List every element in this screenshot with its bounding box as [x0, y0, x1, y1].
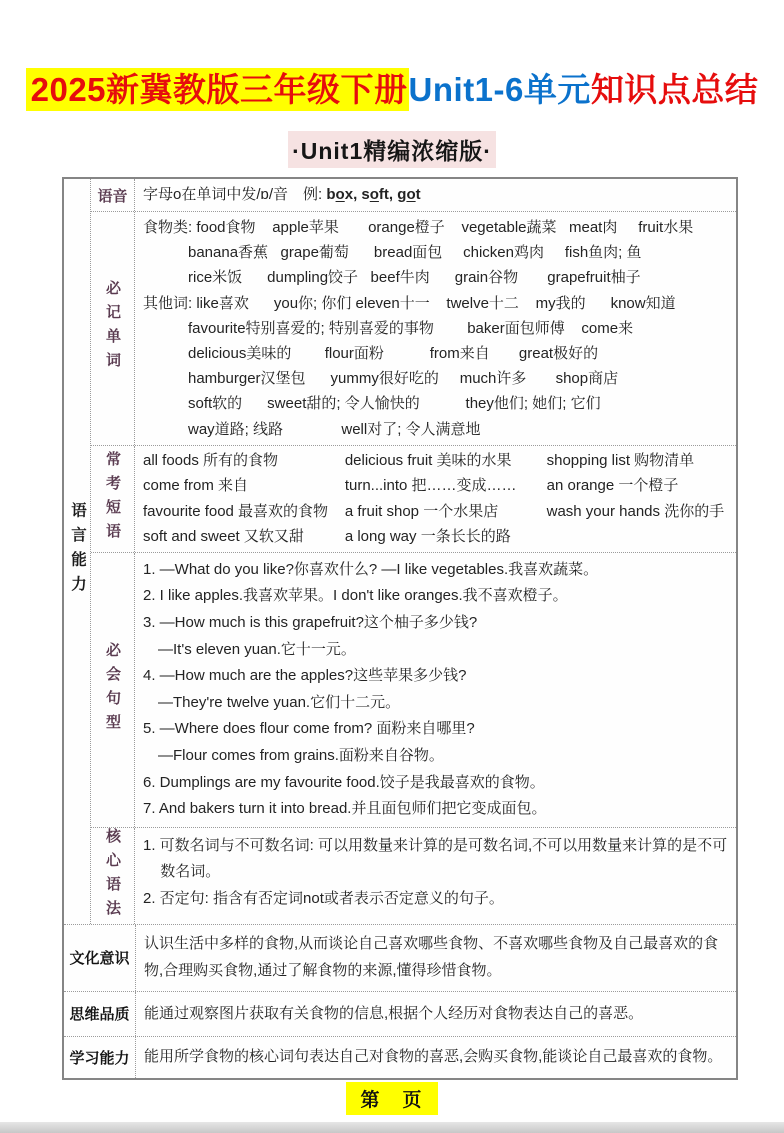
sentence-item: —They're twelve yuan.它们十二元。 [143, 693, 401, 711]
phrase-item: favourite food 最喜欢的食物 [143, 502, 329, 520]
sentence-item: 5. —Where does flour come from? 面粉来自哪里? [143, 720, 475, 738]
row-thinking-quality [64, 992, 736, 1037]
sentence-item: 1. —What do you like?你喜欢什么? —I like vegetables.我喜欢蔬菜。 [143, 560, 599, 578]
word-line: rice米饭 dumpling饺子 beef牛肉 grain谷物 grapefruit柚子 [143, 269, 641, 287]
word-line: hamburger汉堡包 yummy很好吃的 much许多 shop商店 [143, 370, 619, 388]
row-phonetics [91, 179, 736, 212]
phonetics-content [135, 179, 736, 211]
label-phonetics [91, 179, 135, 211]
sentence-item: —It's eleven yuan.它十一元。 [143, 640, 356, 658]
phrase-item: all foods 所有的食物 [143, 451, 279, 469]
row-must-remember-words [91, 212, 736, 446]
word-line: favourite特别喜爱的; 特别喜爱的事物 baker面包师傅 come来 [143, 319, 634, 337]
sentence-item: 3. —How much is this grapefruit?这个柚子多少钱? [143, 614, 478, 632]
phrase-item: a long way 一条长长的路 [344, 528, 511, 546]
phrase-item: a fruit shop 一个水果店 [344, 502, 499, 520]
phonetics-examples [326, 186, 420, 203]
label-key-sentences [91, 553, 135, 827]
label-phonetics-text: 语音 [97, 187, 128, 205]
phonetics-rule: 字母o在单词中发/ɒ/音 [143, 186, 289, 203]
sentence-item: —Flour comes from grains.面粉来自谷物。 [143, 746, 444, 764]
label-must-remember-words [91, 212, 135, 445]
row-cultural-awareness [64, 925, 736, 992]
label-sentences-text: 必会句型 [104, 641, 121, 738]
title-unit-range: Unit1-6单元 [408, 71, 591, 108]
phrase-item: come from 来自 [143, 477, 249, 495]
phrase-item: soft and sweet 又软又甜 [143, 528, 304, 546]
phonetics-example-word: got [397, 186, 421, 203]
phrase-item: turn...into 把……变成…… [344, 477, 517, 495]
page-footer [0, 1082, 784, 1115]
span-label-text: 语言能力 [69, 502, 86, 601]
row-core-grammar [91, 828, 736, 924]
title-suffix: 知识点总结 [590, 71, 759, 108]
word-line: 其他词: like喜欢 you你; 你们 eleven十一 twelve十二 my我的 know知道 [143, 294, 676, 312]
word-line: 食物类: food食物 apple苹果 orange橙子 vegetable蔬菜 meat肉 fruit水果 [143, 219, 694, 236]
label-words-text: 必记单词 [104, 280, 121, 377]
row-common-phrases [91, 446, 736, 553]
word-line: soft软的 sweet甜的; 令人愉快的 they他们; 她们; 它们 [143, 395, 601, 413]
label-cultural-awareness [64, 925, 136, 991]
title-highlighted-part: 2025新冀教版三年级下册 [26, 68, 409, 111]
language-ability-section [64, 179, 736, 925]
grammar-item: 2. 否定句: 指含有否定词not或者表示否定意义的句子。 [143, 889, 504, 907]
word-line: delicious美味的 flour面粉 from来自 great极好的 [143, 345, 599, 363]
phonetics-example-word: box, [326, 186, 362, 203]
page-title [0, 64, 784, 111]
word-line: banana香蕉 grape葡萄 bread面包 chicken鸡肉 fish鱼肉; 鱼 [143, 244, 642, 262]
phrase-item: shopping list 购物清单 [546, 451, 695, 469]
phrase-item: delicious fruit 美味的水果 [344, 451, 512, 469]
label-learning-text: 学习能力 [69, 1049, 130, 1067]
span-label-language-ability [64, 179, 91, 924]
sentence-item: 6. Dumplings are my favourite food.饺子是我最喜欢的食物。 [143, 773, 545, 791]
label-phrases-text: 常考短语 [104, 450, 121, 547]
grammar-list [135, 828, 736, 924]
word-line: way道路; 线路 well对了; 令人满意地 [143, 420, 481, 438]
phonetics-example-word: soft, [361, 186, 398, 203]
phrase-item: an orange 一个橙子 [546, 477, 679, 495]
label-common-phrases [91, 446, 135, 552]
knowledge-summary-table [62, 177, 738, 1080]
label-culture-text: 文化意识 [69, 950, 130, 968]
row-learning-ability [64, 1037, 736, 1078]
grammar-item: 1. 可数名词与不可数名词: 可以用数量来计算的是可数名词,不可以用数量来计算的是不可数名词。 [143, 836, 728, 881]
phrase-grid [135, 446, 736, 552]
label-core-grammar [91, 828, 135, 924]
row-key-sentences [91, 553, 736, 828]
thinking-content [136, 992, 736, 1036]
culture-text: 认识生活中多样的食物,从而谈论自己喜欢哪些食物、不喜欢哪些食物及自己最喜欢的食物,合理购买食物,通过了解食物的来源,懂得珍惜食物。 [144, 935, 719, 979]
phonetics-example-label: 例: [288, 186, 327, 203]
phrase-item: wash your hands 洗你的手 [546, 502, 725, 520]
unit-subtitle: ·Unit1精编浓缩版· [288, 131, 496, 168]
word-list [135, 212, 736, 445]
learning-text: 能用所学食物的核心词句表达自己对食物的喜恶,会购买食物,能谈论自己最喜欢的食物。 [144, 1048, 723, 1066]
sentence-item: 2. I like apples.我喜欢苹果。I don't like oranges.我不喜欢橙子。 [143, 587, 568, 605]
label-thinking-text: 思维品质 [69, 1006, 130, 1024]
label-grammar-text: 核心语法 [104, 827, 121, 924]
page-number-badge: 第 页 [346, 1082, 437, 1115]
learning-content [136, 1037, 736, 1078]
thinking-text: 能通过观察图片获取有关食物的信息,根据个人经历对食物表达自己的喜恶。 [144, 1004, 644, 1022]
label-learning-ability [64, 1037, 136, 1078]
language-ability-rows [91, 179, 736, 924]
label-thinking-quality [64, 992, 136, 1036]
sentence-item: 7. And bakers turn it into bread.并且面包师们把它变成面包。 [143, 800, 547, 818]
sentence-list [135, 553, 736, 827]
subtitle-row [0, 131, 784, 168]
scan-bottom-edge [0, 1122, 784, 1133]
culture-content [136, 925, 736, 991]
sentence-item: 4. —How much are the apples?这些苹果多少钱? [143, 667, 467, 685]
